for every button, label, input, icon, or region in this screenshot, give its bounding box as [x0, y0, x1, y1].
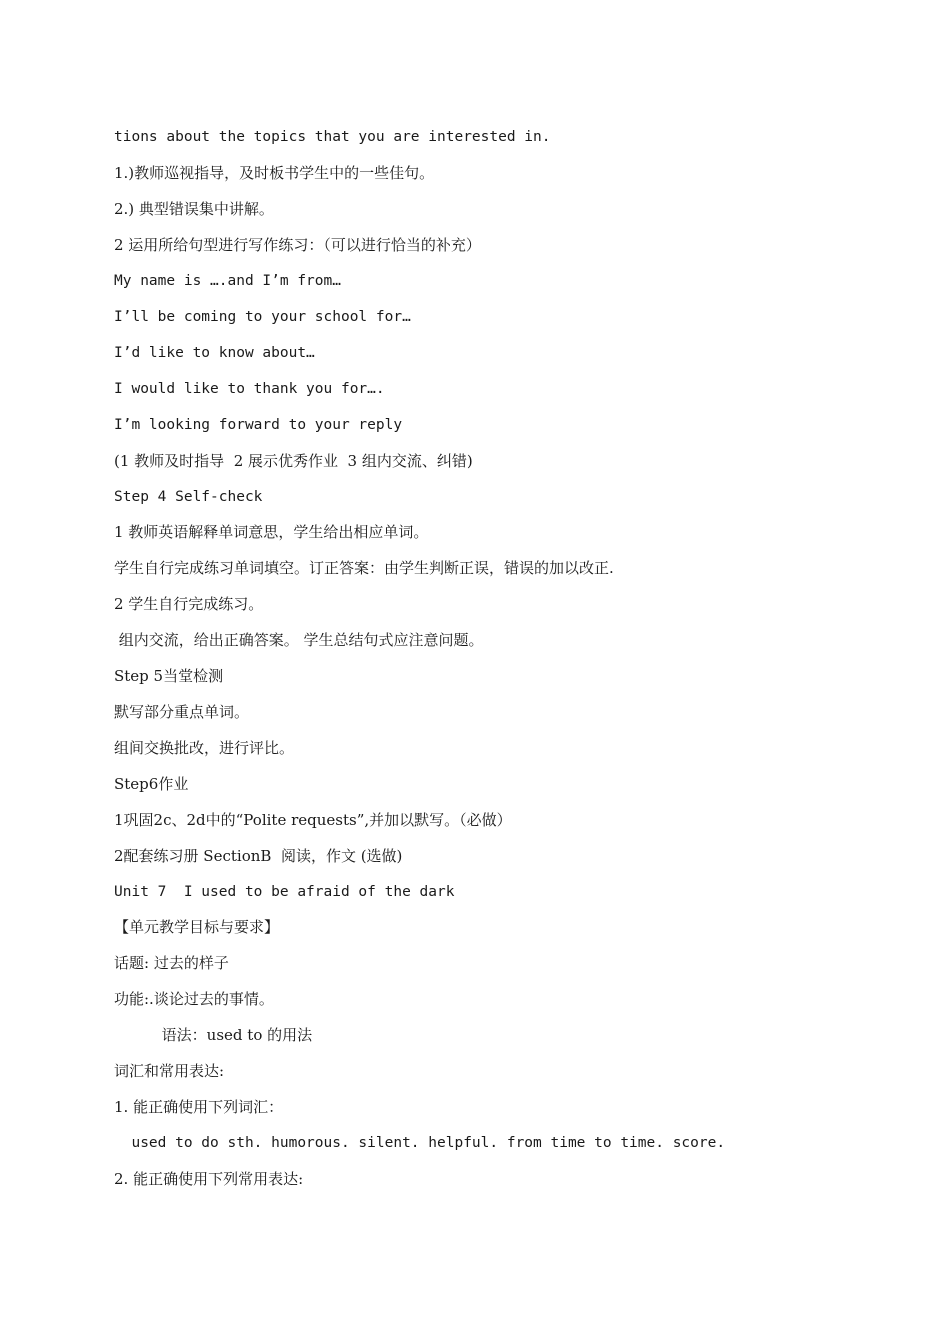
text-line: tions about the topics that you are interested in. — [114, 129, 551, 145]
text-line: Step6作业 — [114, 775, 189, 793]
text-line: Step 4 Self-check — [114, 489, 263, 505]
text-line: 1 教师英语解释单词意思，学生给出相应单词。 — [114, 523, 429, 541]
text-line: 1.)教师巡视指导，及时板书学生中的一些佳句。 — [114, 164, 435, 182]
text-line: 默写部分重点单词。 — [114, 703, 250, 721]
text-line: 【单元教学目标与要求】 — [114, 918, 280, 936]
text-line: 语法：used to 的用法 — [114, 1026, 313, 1044]
text-line: Step 5当堂检测 — [114, 667, 224, 685]
text-line: 1. 能正确使用下列词汇： — [114, 1098, 284, 1116]
text-line: I would like to thank you for…. — [114, 381, 385, 397]
text-line: I’ll be coming to your school for… — [114, 309, 411, 325]
text-line: 功能:.谈论过去的事情。 — [114, 990, 274, 1008]
text-line: 组内交流，给出正确答案。 学生总结句式应注意问题。 — [114, 631, 484, 649]
text-line: 2. 能正确使用下列常用表达: — [114, 1170, 304, 1188]
text-line: 1巩固2c、2d中的“Polite requests”,并加以默写。（必做） — [114, 811, 512, 829]
text-line: (1 教师及时指导 2 展示优秀作业 3 组内交流、纠错) — [114, 452, 473, 470]
text-line: 组间交换批改，进行评比。 — [114, 739, 295, 757]
text-line: My name is ….and I’m from… — [114, 273, 341, 289]
text-line: 词汇和常用表达: — [114, 1062, 225, 1080]
text-line: used to do sth. humorous. silent. helpful. from time to time. score. — [114, 1135, 726, 1151]
text-line: Unit 7 I used to be afraid of the dark — [114, 884, 455, 900]
text-line: 学生自行完成练习单词填空。订正答案：由学生判断正误，错误的加以改正. — [114, 559, 614, 577]
text-line: 2配套练习册 SectionB 阅读，作文 (选做) — [114, 847, 403, 865]
text-line: 话题: 过去的样子 — [114, 954, 229, 972]
text-line: 2.) 典型错误集中讲解。 — [114, 200, 274, 218]
text-line: 2 运用所给句型进行写作练习：（可以进行恰当的补充） — [114, 236, 481, 254]
text-line: I’d like to know about… — [114, 345, 315, 361]
text-line: I’m looking forward to your reply — [114, 417, 403, 433]
text-line: 2 学生自行完成练习。 — [114, 595, 264, 613]
